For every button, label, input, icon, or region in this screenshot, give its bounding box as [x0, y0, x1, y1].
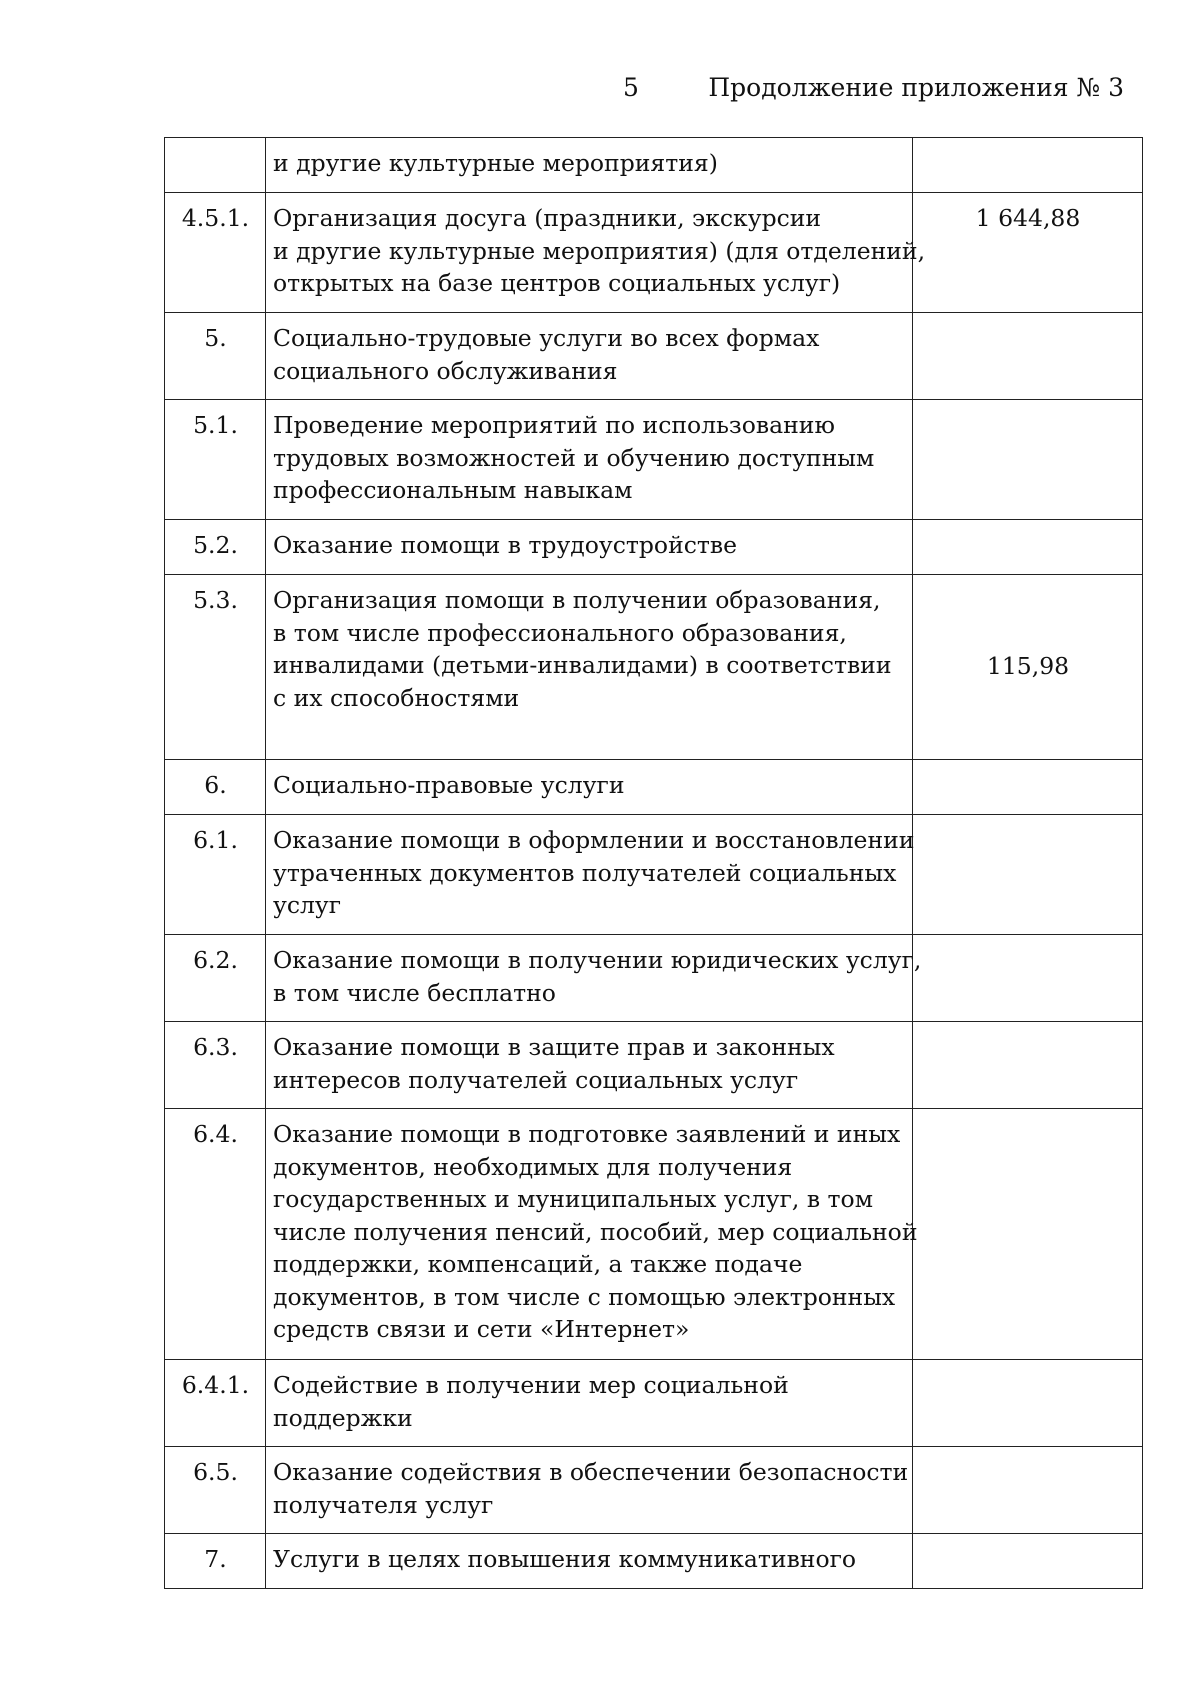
row-number-cell: 6.2. [165, 935, 266, 1022]
service-name-line: услуг [273, 891, 342, 919]
service-name-cell [266, 1022, 913, 1109]
table-body [165, 138, 1143, 1589]
table-row [165, 935, 1143, 1022]
service-name-cell [266, 1360, 913, 1447]
service-name-line: интересов получателей социальных услуг [273, 1065, 799, 1094]
tariff-price-cell [913, 138, 1143, 193]
service-name-cell [266, 815, 913, 935]
tariff-price-cell [913, 313, 1143, 400]
service-name-line: Оказание содействия в обеспечении безопасности [273, 1458, 909, 1486]
row-number-cell: 6.4. [165, 1109, 266, 1360]
row-number-cell [165, 138, 266, 193]
service-name-line: Организация досуга (праздники, экскурсии [273, 204, 822, 232]
service-name-line: в том числе профессионального образования, [273, 618, 847, 647]
service-name-line: получателя услуг [273, 1490, 494, 1519]
service-name-line: поддержки [273, 1403, 413, 1432]
table-row [165, 1022, 1143, 1109]
tariff-price-cell [913, 760, 1143, 815]
row-number-cell: 7. [165, 1534, 266, 1589]
row-number-cell: 4.5.1. [165, 193, 266, 313]
service-name-cell [266, 1109, 918, 1360]
service-name-line: трудовых возможностей и обучению доступным [273, 443, 875, 472]
service-name-line: Проведение мероприятий по использованию [273, 411, 835, 439]
table-row [165, 520, 1143, 575]
row-number-cell: 5.2. [165, 520, 266, 575]
row-number-cell: 6.3. [165, 1022, 266, 1109]
service-name-line: государственных и муниципальных услуг, в том [273, 1185, 873, 1213]
service-name-cell [266, 520, 913, 575]
service-name-cell [266, 313, 913, 400]
service-name-line: социального обслуживания [273, 356, 618, 385]
service-name-cell [266, 760, 913, 815]
tariff-price-cell [913, 1447, 1143, 1534]
service-name-line: Содействие в получении мер социальной [273, 1371, 789, 1399]
service-name-line: Оказание помощи в подготовке заявлений и иных [273, 1120, 901, 1148]
service-name-line: Социально-правовые услуги [273, 771, 625, 799]
service-name-line: числе получения пенсий, пособий, мер социальной [273, 1217, 918, 1246]
service-name-cell [266, 935, 922, 1022]
service-name-line: Оказание помощи в защите прав и законных [273, 1033, 835, 1061]
tariff-price-cell [913, 1534, 1143, 1589]
service-name-line: Оказание помощи в оформлении и восстановлении [273, 826, 915, 854]
table-row [165, 193, 1143, 313]
row-number-cell: 6.1. [165, 815, 266, 935]
service-name-line: утраченных документов получателей социальных [273, 858, 897, 887]
service-name-cell [266, 1447, 913, 1534]
row-number-cell: 6.4.1. [165, 1360, 266, 1447]
appendix-continuation-label: Продолжение приложения № 3 [708, 73, 1124, 102]
service-name-line: документов, в том числе с помощью электронных [273, 1282, 896, 1311]
service-name-cell [266, 193, 926, 313]
tariff-price-cell [913, 400, 1143, 520]
service-name-cell [266, 400, 913, 520]
services-tariff-table [164, 137, 1143, 1589]
tariff-price-cell [913, 935, 1143, 1022]
tariff-price-cell [913, 520, 1143, 575]
service-name-line: с их способностями [273, 683, 520, 712]
row-number-cell: 5.3. [165, 575, 266, 760]
page-number: 5 [623, 73, 639, 102]
tariff-price-cell: 115,98 [913, 575, 1143, 760]
service-name-line: и другие культурные мероприятия) (для отделений, [273, 236, 926, 265]
table-row [165, 1447, 1143, 1534]
service-name-line: Социально-трудовые услуги во всех формах [273, 324, 820, 352]
table-row [165, 575, 1143, 760]
service-name-line: открытых на базе центров социальных услуг) [273, 269, 841, 297]
service-name-line: документов, необходимых для получения [273, 1152, 793, 1181]
table-row [165, 138, 1143, 193]
row-number-cell: 6. [165, 760, 266, 815]
tariff-price-cell [913, 1109, 1143, 1360]
service-name-line: Оказание помощи в трудоустройстве [273, 531, 738, 559]
row-number-cell: 5.1. [165, 400, 266, 520]
service-name-line: инвалидами (детьми-инвалидами) в соответствии [273, 651, 892, 679]
service-name-line: в том числе бесплатно [273, 978, 556, 1007]
service-name-cell [266, 575, 913, 760]
row-number-cell: 6.5. [165, 1447, 266, 1534]
tariff-price-cell [913, 1360, 1143, 1447]
tariff-price-cell: 1 644,88 [913, 193, 1143, 313]
service-name-cell [266, 138, 913, 193]
service-name-line: профессиональным навыкам [273, 476, 633, 504]
table-row [165, 400, 1143, 520]
service-name-line: Организация помощи в получении образования, [273, 586, 881, 614]
service-name-line: средств связи и сети «Интернет» [273, 1315, 690, 1343]
service-name-line: Оказание помощи в получении юридических услуг, [273, 946, 922, 974]
service-name-line: Услуги в целях повышения коммуникативного [273, 1545, 857, 1573]
tariff-price-cell [913, 1022, 1143, 1109]
service-name-cell [266, 1534, 913, 1589]
service-name-line: поддержки, компенсаций, а также подаче [273, 1250, 803, 1278]
tariff-price-cell [913, 815, 1143, 935]
table-row [165, 313, 1143, 400]
table-row [165, 1109, 1143, 1360]
table-row [165, 760, 1143, 815]
table-row [165, 1534, 1143, 1589]
table-row [165, 1360, 1143, 1447]
table-row [165, 815, 1143, 935]
row-number-cell: 5. [165, 313, 266, 400]
service-name-line: и другие культурные мероприятия) [273, 149, 718, 177]
